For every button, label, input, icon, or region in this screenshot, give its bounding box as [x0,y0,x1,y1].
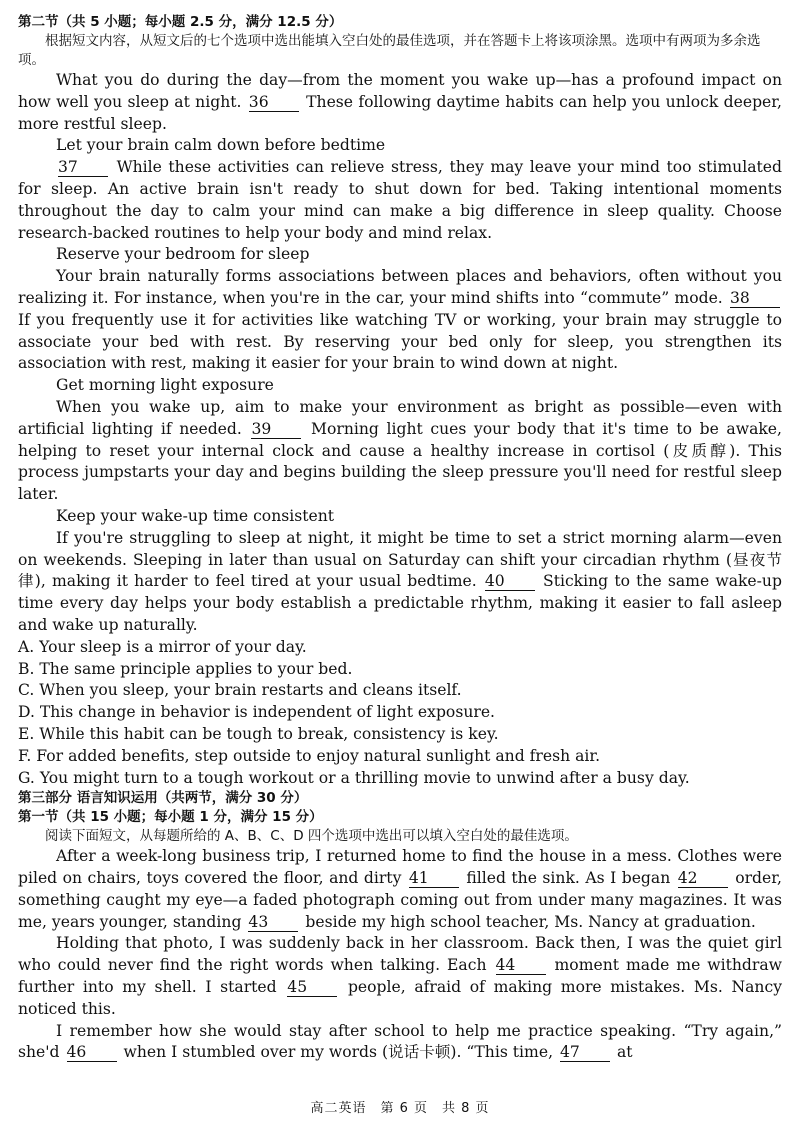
option-c[interactable]: C. When you sleep, your brain restarts and cleans itself. [18,681,462,700]
blank-36[interactable]: 36 [249,94,299,112]
options-list [18,637,782,790]
passage-text: Holding that photo, I was suddenly back in her classroom. Back then, I was the quiet girl who could never find the right words when talking. Each [18,934,782,975]
option-f[interactable]: F. For added benefits, step outside to enjoy natural sunlight and fresh air. [18,746,601,765]
passage-text: beside my high school teacher, Ms. Nancy at graduation. [305,912,756,931]
blank-40[interactable]: 40 [485,573,535,591]
passage-paragraph-4 [18,397,782,506]
passage-text: These following daytime habits can help you unlock deeper, more restful sleep. [18,92,782,133]
passage-text: filled the sink. As I began [466,869,671,888]
part3-instruction: 阅读下面短文，从每题所给的 A、B、C、D 四个选项中选出可以填入空白处的最佳选项。 [45,828,578,845]
cloze-paragraph-2 [18,933,782,1020]
passage-paragraph-3 [18,266,782,375]
blank-42[interactable]: 42 [678,870,728,888]
blank-41[interactable]: 41 [409,870,459,888]
section2-instruction: 根据短文内容，从短文后的七个选项中选出能填入空白处的最佳选项，并在答题卡上将该项涂黑。选项中有两项为多余选项。 [18,33,761,68]
passage-paragraph-1 [18,70,782,135]
option-e[interactable]: E. While this habit can be tough to break, consistency is key. [18,724,499,743]
blank-39[interactable]: 39 [251,421,301,439]
passage-text: at [616,1043,633,1062]
option-a[interactable]: A. Your sleep is a mirror of your day. [18,637,307,656]
part3-heading: 第三部分 语言知识运用（共两节，满分 30 分） [18,790,308,807]
passage-text: Your brain naturally forms associations between places and behaviors, often without you realizing it. For instance, when you're in the car, your mind shifts into “commute” mode. [18,267,782,307]
passage-paragraph-2 [18,157,782,244]
blank-37[interactable]: 37 [58,159,108,177]
page-footer: 高二英语 第 6 页 共 8 页 [310,1101,490,1116]
passage-text: I remember how she would stay after school to help me practice speaking. “Try again,” she'd [18,1021,782,1062]
passage-text: If you're struggling to sleep at night, it might be time to set a strict morning alarm—even on weekends. Sleeping in later than usual on Saturday can shift your circadian rhythm (昼夜节律), making it harder to feel tired at your usual bedtime. [18,528,782,591]
blank-44[interactable]: 44 [496,957,546,975]
option-d[interactable]: D. This change in behavior is independent of light exposure. [18,703,496,722]
subheading-calm-brain: Let your brain calm down before bedtime [56,136,386,155]
passage-text: people, afraid of making more mistakes. Ms. Nancy noticed this. [18,978,782,1018]
part3-section1-heading: 第一节（共 15 小题；每小题 1 分，满分 15 分） [18,809,323,826]
subheading-morning-light: Get morning light exposure [56,376,274,395]
passage-text: If you frequently use it for activities like watching TV or working, your brain may struggle to associate your bed with rest. By reserving your bed only for sleep, you strengthen its association with rest, making it easier for your brain to wind down at night. [18,310,782,373]
subheading-bedroom: Reserve your bedroom for sleep [56,245,310,264]
cloze-paragraph-3 [18,1021,782,1065]
passage-text: What you do during the day—from the moment you wake up—has a profound impact on how well you sleep at night. [18,71,782,111]
passage-paragraph-5 [18,528,782,637]
blank-47[interactable]: 47 [560,1044,610,1062]
cloze-paragraph-1 [18,846,782,933]
passage-text: Sticking to the same wake-up time every day helps your body establish a predictable rhythm, making it easier to fall asleep and wake up naturally. [18,572,782,634]
section2-heading: 第二节（共 5 小题；每小题 2.5 分，满分 12.5 分） [18,14,343,30]
passage-text: While these activities can relieve stress, they may leave your mind too stimulated for sleep. An active brain isn't ready to shut down for bed. Taking intentional moments throughout the day to calm your mind can make a big difference in sleep quality. Choose research-backed routines to help your body and mind relax. [18,158,782,242]
blank-43[interactable]: 43 [248,914,298,932]
passage-text: order, something caught my eye—a faded photograph coming out from under many magazines. It was me, years younger, standing [18,869,782,931]
blank-38[interactable]: 38 [730,290,780,308]
subheading-wake-up-time: Keep your wake-up time consistent [56,506,335,525]
option-g[interactable]: G. You might turn to a tough workout or a thrilling movie to unwind after a busy day. [18,768,690,787]
option-b[interactable]: B. The same principle applies to your bed. [18,659,353,678]
passage-text: Morning light cues your body that it's time to be awake, helping to reset your internal clock and cause a healthy increase in cortisol (皮质醇). This process jumpstarts your day and begins building the sleep pressure you'll need for restful sleep later. [18,419,782,504]
passage-text: When you wake up, aim to make your environment as bright as possible—even with artificial lighting if needed. [18,397,782,438]
passage-text: moment made me withdraw further into my shell. I started [18,956,783,997]
passage-text: After a week-long business trip, I returned home to find the house in a mess. Clothes were piled on chairs, toys covered the floor, and dirty [18,847,782,888]
passage-text: when I stumbled over my words (说话卡顿). “This time, [123,1043,554,1062]
blank-45[interactable]: 45 [287,979,337,997]
blank-46[interactable]: 46 [67,1044,117,1062]
